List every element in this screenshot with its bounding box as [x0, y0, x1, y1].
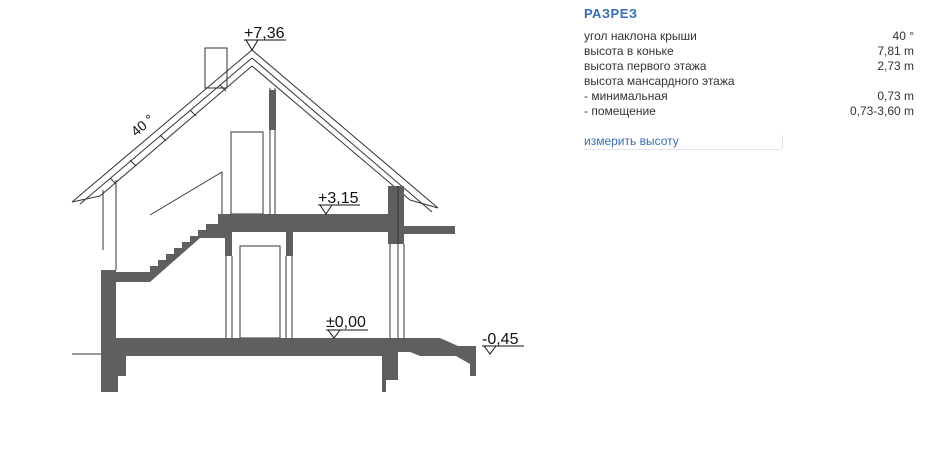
- left-wall: [101, 270, 116, 338]
- level-ridge: [244, 25, 286, 50]
- spec-value: 0,73-3,60 m: [849, 104, 914, 118]
- spec-label: высота первого этажа: [584, 59, 707, 73]
- staircase: [116, 224, 226, 282]
- measure-height-button[interactable]: измерить высоту: [584, 135, 783, 150]
- terrace: [404, 338, 476, 376]
- spec-value: 2,73 m: [877, 59, 914, 73]
- spec-row-attic-room: [584, 104, 916, 119]
- spec-row-roof-angle: [584, 29, 916, 44]
- spec-value: 0,73 m: [877, 89, 914, 103]
- upper-slab: [218, 214, 390, 232]
- spec-label: - помещение: [584, 104, 656, 118]
- level-floor1-label: ±0,00: [326, 314, 366, 331]
- spec-label: высота мансардного этажа: [584, 74, 735, 88]
- level-floor2-label: +3,15: [318, 190, 359, 207]
- spec-row-first-floor-height: [584, 59, 916, 74]
- level-ground: [482, 331, 524, 354]
- spec-label: - минимальная: [584, 89, 668, 103]
- panel-title: РАЗРЕЗ: [584, 6, 638, 21]
- roof: [72, 50, 438, 212]
- spec-value: [815, 74, 916, 89]
- foundation: [101, 338, 408, 392]
- specs-table: [584, 29, 916, 119]
- level-ridge-label: +7,36: [244, 25, 285, 42]
- spec-row-attic-min: [584, 89, 916, 104]
- level-floor2: [318, 190, 360, 214]
- spec-value: 7,81 m: [877, 44, 914, 58]
- roof-angle-label: 40 °: [127, 110, 158, 140]
- ridge-beam: [269, 90, 276, 130]
- spec-row-attic-height: [584, 74, 916, 89]
- spec-label: высота в коньке: [584, 44, 674, 58]
- spec-label: угол наклона крыши: [584, 29, 697, 43]
- level-floor1: [326, 314, 368, 338]
- ground-floor-walls: [226, 246, 292, 338]
- right-wall-top: [388, 186, 404, 244]
- level-ground-label: -0,45: [482, 331, 519, 348]
- spec-value: 40 °: [892, 29, 914, 43]
- spec-row-ridge-height: [584, 44, 916, 59]
- specs-panel: [584, 6, 916, 148]
